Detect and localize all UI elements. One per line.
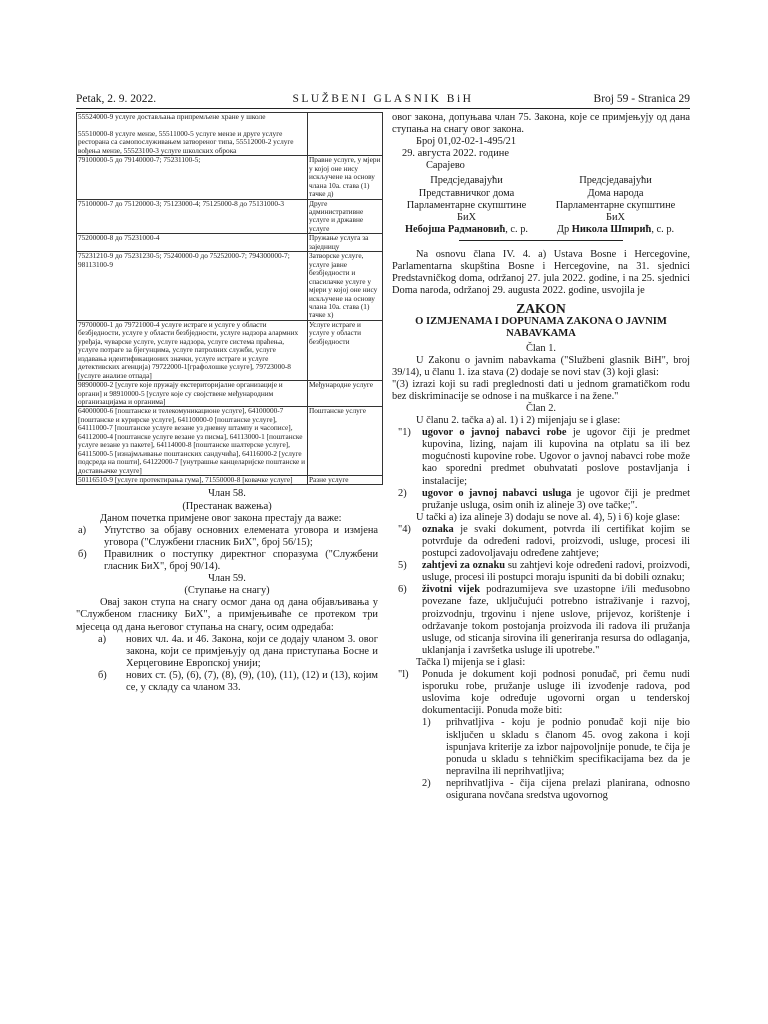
clan-2-heading: Član 2.	[525, 402, 556, 414]
table-row	[77, 476, 383, 485]
item-definition: podrazumijeva sve uzastopne i/ili međusobno povezane faze, uključujući potrebno istraživanje i razvoj, proizvodnju, trgovinu i njene uslove, prijevoz, korištenje i održavanje tokom postojanja proizvoda ili radova ili pružanja usluge, od sticanja sirovina ili generiranja resursa do odlaganja, uklanjanja i završetka usluge ili upotrebe."	[422, 584, 690, 656]
clan-1-quote: "(3) izrazi koji su radi preglednosti dati u jednom gramatičkom rodu bez diskriminacije se odnose i na muškarce i na žene."	[392, 378, 690, 402]
item-marker: "4)	[398, 523, 411, 535]
article-58-title: (Престанак важења)	[182, 500, 272, 512]
item-term: ugovor o javnoj nabavci robe	[422, 427, 567, 439]
cpv-codes-cell: 79100000-5 до 79140000-7; 75231100-5;	[77, 156, 308, 199]
law-title: ZAKON	[516, 301, 566, 317]
signature-name	[541, 224, 690, 236]
list-marker: б)	[98, 669, 107, 681]
service-category-cell: Пружање услуга за заједницу	[308, 234, 383, 252]
service-category-cell	[308, 113, 383, 156]
signature-left	[392, 175, 541, 235]
cpv-codes-cell: 50116510-9 [услуге протектирања гума], 71550000-8 [ковачке услуге]	[77, 476, 308, 485]
left-column	[76, 112, 381, 694]
item-definition: neprihvatljiva - čija cijena prelazi planirana, odnosno osigurana novčana sredstva ugovornog	[446, 777, 690, 801]
list-text: Правилник о поступку директног споразума ("Службени гласник БиХ", број 90/14).	[104, 548, 378, 573]
definition-item	[392, 427, 690, 487]
item-marker: 6)	[398, 584, 407, 596]
issue-page: Broj 59 - Stranica 29	[593, 93, 690, 105]
clan-2-text-2: U tački a) iza alineje 3) dodaju se nove al. 4), 5) i 6) koje glase:	[416, 511, 680, 523]
article-59-title: (Ступање на снагу)	[184, 585, 270, 597]
article-59-text: Овај закон ступа на снагу осмог дана од дана објављивања у "Службеном гласнику БиХ", а примјењиваће се протеком три мјесеца од дана његовог ступања на снагу, осим одредаба:	[76, 597, 378, 633]
item-marker: 2)	[398, 487, 407, 499]
cpv-codes-cell: 55524000-9 услуге достављања припремљене хране у школе 55510000-8 услуге мензе, 55511000-5 услуге мензе и друге услуге ресторана са самопослуживањем затвореног типа, 55512000-2 услуге вођења мензе, 55523100-3 услуге школских оброка	[77, 113, 308, 156]
document-reference: Број 01,02-02-1-495/21	[416, 136, 517, 148]
service-category-cell: Затворске услуге, услуге јавне безбједности и спасилачке услуге у мјери у којој оне нису искључене на основу члана 10а. става (1) тачке х)	[308, 252, 383, 321]
continued-text: овог закона, допуњава члан 75. Закона, које се примјењују од дана ступања на снагу овог закона.	[392, 112, 690, 136]
service-category-cell: Поштанске услуге	[308, 407, 383, 476]
list-text: Упутство за објаву основних елемената уговора и измјена уговора ("Службени гласник БиХ", број 56/15);	[104, 524, 378, 548]
signatory-prefix: Др	[556, 223, 572, 235]
item-definition: je svaki dokument, potvrda ili certifikat kojim se potvrđuje da određeni radovi, proizvodi, usluge, procesi ili postupci zadovoljavaju određene zahtjeve;	[422, 523, 690, 560]
service-category-cell: Друге административне услуге и државне услуге	[308, 199, 383, 234]
service-category-cell: Правне услуге, у мјери у којој оне нису искључене на основу члана 10а. става (1) тачке д)	[308, 156, 383, 199]
article-59-list	[76, 634, 378, 694]
right-column	[392, 112, 690, 802]
cpv-codes-cell: 79700000-1 до 79721000-4 услуге истраге и услуге у области безбједности, услуге у области безбједности, услуге надзора алармних уређаја, чуварске услуге, услуге надзора, услуге система праћења, услуге потраге за бјегунцима, услуге патролних служби, услуге издавања идентификационих значки, услуге истраге и услуге детективских агенција) 79722000-1[графолошке услуге], 79723000-8 [услуге анализе отпада]	[77, 320, 308, 380]
article-58-list	[76, 525, 378, 573]
signatory-name: Небојша Радмановић	[404, 223, 506, 235]
list-item	[76, 549, 378, 573]
clan-2-text-3: Tačka l) mijenja se i glasi:	[416, 656, 526, 668]
item-term: ugovor o javnoj nabavci usluga	[422, 487, 572, 499]
table-row	[77, 252, 383, 321]
header-rule	[76, 108, 690, 109]
service-category-cell: Међународне услуге	[308, 381, 383, 407]
signature-line: Дома народа	[587, 187, 644, 199]
law-subtitle: O IZMJENAMA I DOPUNAMA ZAKONA O JAVNIM NABAVKAMA	[415, 316, 667, 339]
signature-line: Предсједавајући	[579, 175, 652, 187]
signature-line: БиХ	[605, 211, 626, 223]
document-date: 29. августа 2022. године	[402, 148, 509, 160]
item-text	[422, 524, 690, 560]
cpv-codes-cell: 75200000-8 до 75231000-4	[77, 234, 308, 252]
cpv-table	[76, 112, 383, 485]
list-item	[76, 670, 378, 694]
cpv-codes-cell: 64000000-6 [поштанске и телекомуникационе услуге], 64100000-7 [поштанске и курирске услуге], 64110000-0 [поштанске услуге], 64111000-7 [поштанске услуге везане уз дневну штампу и часописе], 64112000-4 [поштанске услуге везане уз писма], 64113000-1 [поштанске услуге везане уз пакете], 64114000-8 [поштанске шалтерске услуге], 64115000-5 [изнајмљивање поштанских сандучића], 64116000-2 [услуге подсреда на пошти], 64122000-7 [унутрашње канцеларијске поштанске и доставњачке услуге]	[77, 407, 308, 476]
item-term: oznaka	[422, 523, 454, 535]
table-row	[77, 199, 383, 234]
item-marker: "l)	[398, 669, 409, 681]
definition-item	[392, 524, 690, 560]
item-term: životni vijek	[422, 584, 481, 596]
issue-date: Petak, 2. 9. 2022.	[76, 93, 157, 105]
list-marker: б)	[78, 548, 87, 560]
table-row	[77, 381, 383, 407]
item-text	[422, 488, 690, 512]
signature-line: Предсједавајући	[430, 175, 503, 187]
item-term: zahtjevi za oznaku	[422, 560, 506, 572]
item-text	[422, 560, 690, 584]
item-text	[422, 427, 690, 487]
service-category-cell: Разне услуге	[308, 476, 383, 485]
article-58-intro: Даном почетка примјене овог закона престају да важе:	[100, 512, 342, 524]
signature-line: Парламентарне скупштине	[406, 199, 527, 211]
signature-line: Представничког дома	[418, 187, 515, 199]
signatory-name: Никола Шпирић	[571, 223, 652, 235]
cpv-codes-cell: 98900000-2 [услуге које пружају екстериторијалне организације и органи] и 98910000-5 [услуге које су својствене међународним организацијама и органима]	[77, 381, 308, 407]
list-item	[76, 634, 378, 670]
journal-title: SLUŽBENI GLASNIK BiH	[292, 93, 474, 105]
clan-1-heading: Član 1.	[525, 342, 556, 354]
item-text	[422, 584, 690, 657]
cpv-codes-cell: 75100000-7 до 75120000-3; 75123000-4; 75125000-8 до 75131000-3	[77, 199, 308, 234]
clan-2-items	[392, 427, 690, 512]
signature-line: БиХ	[456, 211, 477, 223]
signature-line: Парламентарне скупштине	[555, 199, 676, 211]
clan-2-text: U članu 2. tačka a) al. 1) i 2) mijenjaju se i glase:	[416, 415, 621, 427]
preamble: Na osnovu člana IV. 4. a) Ustava Bosne i Hercegovine, Parlamentarna skupština Bosne i Hercegovine, na 31. sjednici Predstavničkog doma, održanoj 27. jula 2022. godine, i na 25. sjednici Doma naroda, održanoj 29. augusta 2022. godine, usvojila je	[392, 248, 690, 297]
item-marker: 1)	[422, 717, 431, 729]
table-row	[77, 113, 383, 156]
signatory-suffix: , с. р.	[505, 223, 529, 235]
definition-item	[392, 560, 690, 584]
clan-1-text: U Zakonu o javnim nabavkama ("Službeni glasnik BiH", broj 39/14), u članu 1. iza stava (2) dodaje se novi stav (3) koji glasi:	[392, 354, 690, 378]
table-row	[77, 407, 383, 476]
list-marker: а)	[98, 633, 107, 645]
list-text: нових ст. (5), (6), (7), (8), (9), (10), (11), (12) и (13), којим се, у складу са чланом 33.	[126, 669, 378, 693]
list-item	[76, 525, 378, 549]
document-place: Сарајево	[426, 160, 465, 172]
article-58-heading: Члан 58.	[208, 488, 246, 500]
item-definition: je ugovor čiji je predmet kupovina, lizing, najam ili kupovina na otplatu sa ili bez mogućnosti kupovine robe. Ugovor o javnoj nabavci robe može kao sporedni predmet obuhvatati poslove postavljanja i instalacije;	[422, 427, 690, 487]
signature-right	[541, 175, 690, 235]
definition-item	[392, 584, 690, 657]
sub-item	[392, 717, 690, 777]
table-row	[77, 234, 383, 252]
table-row	[77, 156, 383, 199]
clan-2-items-2	[392, 524, 690, 657]
list-marker: а)	[78, 524, 87, 536]
definition-item	[392, 488, 690, 512]
item-definition: prihvatljiva - koju je podnio ponuđač koji nije bio isključen u skladu s članom 45. ovog zakona i koji ispunjava kriterije za izbor najpovoljnije ponude, te čija je ponuda u skladu s tehničkim specifikacijama bez da je nepravilna ili neprihvatljiva;	[446, 717, 690, 777]
sub-item	[392, 778, 690, 802]
signatory-suffix: , с. р.	[651, 223, 675, 235]
page-header	[76, 93, 690, 107]
item-marker: "1)	[398, 427, 411, 439]
signatures	[392, 175, 690, 235]
table-row	[77, 320, 383, 380]
service-category-cell: Услуге истраге и услуге у области безбједности	[308, 320, 383, 380]
item-definition: je ugovor čiji je predmet pružanje usluga, osim onih iz alineje 3) ove tačke;".	[422, 487, 690, 511]
list-text: нових чл. 4а. и 46. Закона, који се додају чланом 3. овог закона, који се примјењују од дана приступања Босне и Херцеговине Европској унији;	[126, 633, 378, 669]
item-definition: Ponuda je dokument koji podnosi ponuđač, pri čemu nudi isporuku robe, pružanje usluge ili izvođenje radova, pod uslovima koje određuje ugovorni organ u tenderskoj dokumentaciji. Ponuda može biti:	[422, 669, 690, 717]
item-marker: 2)	[422, 777, 431, 789]
item-marker: 5)	[398, 560, 407, 572]
definition-item	[392, 669, 690, 717]
item-definition: su zahtjevi koje određeni radovi, proizvodi, usluge, procesi ili postupci moraju ispuniti da bi dobili oznaku;	[422, 560, 690, 584]
cpv-codes-cell: 75231210-9 до 75231230-5; 75240000-0 до 75252000-7; 794300000-7; 98113100-9	[77, 252, 308, 321]
signature-name	[392, 224, 541, 236]
separator-rule	[459, 240, 623, 241]
article-59-heading: Члан 59.	[208, 573, 246, 585]
